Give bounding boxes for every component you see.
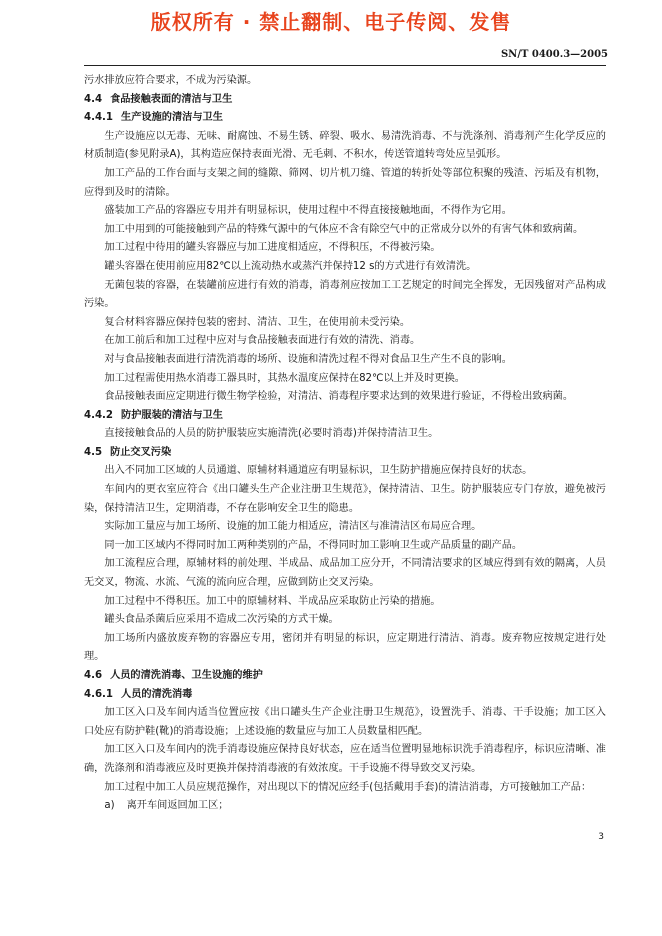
paragraph: 加工过程需使用热水消毒工器具时，其热水温度应保持在82℃以上并及时更换。 bbox=[104, 372, 465, 384]
section-heading-4-4 bbox=[84, 91, 606, 110]
page-body bbox=[84, 72, 606, 816]
paragraph: 生产设施应以无毒、无味、耐腐蚀、不易生锈、碎裂、吸水、易清洗消毒、不与洗涤剂、消毒剂产生化学反应的材质制造(参见附录A)，其构造应保持表面光滑、无毛刺、不积水，传送管道转弯处应呈弧形。 bbox=[84, 130, 606, 161]
section-number: 4.4.2 bbox=[84, 409, 114, 421]
paragraph: 加工过程中不得积压。加工中的原辅材料、半成品应采取防止污染的措施。 bbox=[104, 595, 441, 607]
section-heading-4-5 bbox=[84, 444, 606, 463]
paragraph: 在加工前后和加工过程中应对与食品接触表面进行有效的清洗、消毒。 bbox=[104, 335, 421, 347]
paragraph: 食品接触表面应定期进行微生物学检验，对清洁、消毒程序要求达到的效果进行验证，不得检出致病菌。 bbox=[104, 391, 574, 403]
page-number: 3 bbox=[598, 832, 604, 842]
paragraph: 加工流程应合理，原辅材料的前处理、半成品、成品加工应分开，不同清洁要求的区域应得到有效的隔离，人员无交叉，物流、水流、气流的流向应合理，应做到防止交叉污染。 bbox=[84, 558, 606, 589]
paragraph: 对与食品接触表面进行清洗消毒的场所、设施和清洗过程不得对食品卫生产生不良的影响。 bbox=[104, 353, 512, 365]
section-title: 人员的清洗消毒、卫生设施的维护 bbox=[110, 670, 263, 681]
paragraph: 罐头容器在使用前应用82℃以上流动热水或蒸汽并保持12 s的方式进行有效清洗。 bbox=[104, 260, 477, 272]
list-item-text: 离开车间返回加工区； bbox=[126, 800, 229, 812]
list-marker: a) bbox=[104, 800, 115, 812]
paragraph: 罐头食品杀菌后应采用不造成二次污染的方式干燥。 bbox=[104, 614, 339, 626]
paragraph: 加工区入口及车间内的洗手消毒设施应保持良好状态，应在适当位置明显地标识洗手消毒程序，标识应清晰、准确，洗涤剂和消毒液应及时更换并保持消毒液的有效浓度。干手设施不得导致交叉污染。 bbox=[84, 744, 606, 774]
document-code: SN/T 0400.3—2005 bbox=[500, 49, 608, 60]
section-heading-4-6-1 bbox=[84, 686, 606, 705]
section-number: 4.4.1 bbox=[84, 112, 114, 124]
section-heading-4-4-2 bbox=[84, 407, 606, 426]
section-number: 4.6 bbox=[84, 670, 103, 681]
section-number: 4.6.1 bbox=[84, 688, 114, 700]
paragraph: 实际加工量应与加工场所、设施的加工能力相适应，清洁区与准清洁区布局应合理。 bbox=[104, 521, 482, 533]
copyright-watermark: 版权所有 · 禁止翻制、电子传阅、发售 bbox=[150, 10, 512, 34]
section-title: 生产设施的清洁与卫生 bbox=[121, 112, 223, 124]
paragraph: 复合材料容器应保持包装的密封、清洁、卫生，在使用前未受污染。 bbox=[104, 316, 411, 328]
section-title: 防止交叉污染 bbox=[110, 446, 172, 458]
paragraph: 加工场所内盛放废弃物的容器应专用，密闭并有明显的标识，应定期进行清洁、消毒。废弃物应按规定进行处理。 bbox=[84, 632, 606, 663]
paragraph: 加工产品的工作台面与支架之间的缝隙、筛网、切片机刀缝、管道的转折处等部位积聚的残渣、污垢及有机物，应得到及时的清除。 bbox=[84, 167, 606, 198]
header-rule bbox=[84, 65, 606, 66]
paragraph: 加工区入口及车间内适当位置应按《出口罐头生产企业注册卫生规范》，设置洗手、消毒、干手设施；加工区入口处应有防护鞋(靴)的消毒设施；上述设施的数量应与加工人员数量相匹配。 bbox=[84, 707, 606, 737]
paragraph: 加工过程中加工人员应规范操作，对出现以下的情况应经手(包括戴用手套)的清洁消毒，方可接触加工产品： bbox=[104, 781, 592, 793]
paragraph: 车间内的更衣室应符合《出口罐头生产企业注册卫生规范》，保持清洁、卫生。防护服装应专门存放，避免被污染，保持清洁卫生，定期消毒，不存在影响安全卫生的隐患。 bbox=[84, 484, 606, 514]
section-heading-4-6 bbox=[84, 667, 606, 686]
section-number: 4.5 bbox=[84, 446, 103, 458]
list-item-a bbox=[84, 797, 606, 816]
section-title: 食品接触表面的清洁与卫生 bbox=[110, 93, 233, 105]
section-title: 防护服装的清洁与卫生 bbox=[121, 409, 223, 421]
paragraph: 盛装加工产品的容器应专用并有明显标识，使用过程中不得直接接触地面，不得作为它用。 bbox=[104, 205, 512, 217]
paragraph: 出入不同加工区域的人员通道、原辅材料通道应有明显标识，卫生防护措施应保持良好的状态。 bbox=[104, 465, 533, 477]
section-heading-4-4-1 bbox=[84, 109, 606, 128]
paragraph: 无菌包装的容器，在装罐前应进行有效的消毒，消毒剂应按加工工艺规定的时间完全挥发，无因残留对产品构成污染。 bbox=[84, 279, 606, 310]
paragraph: 加工中用到的可能接触到产品的特殊气源中的气体应不含有除空气中的正常成分以外的有害气体和致病菌。 bbox=[104, 223, 584, 235]
section-number: 4.4 bbox=[84, 93, 103, 105]
paragraph: 直接接触食品的人员的防护服装应实施清洗(必要时消毒)并保持清洁卫生。 bbox=[104, 428, 439, 440]
paragraph: 加工过程中待用的罐头容器应与加工进度相适应，不得积压，不得被污染。 bbox=[104, 242, 441, 254]
paragraph: 污水排放应符合要求，不成为污染源。 bbox=[84, 75, 258, 86]
paragraph: 同一加工区域内不得同时加工两种类别的产品，不得同时加工影响卫生或产品质量的副产品。 bbox=[104, 539, 523, 551]
section-title: 人员的清洗消毒 bbox=[121, 688, 193, 700]
